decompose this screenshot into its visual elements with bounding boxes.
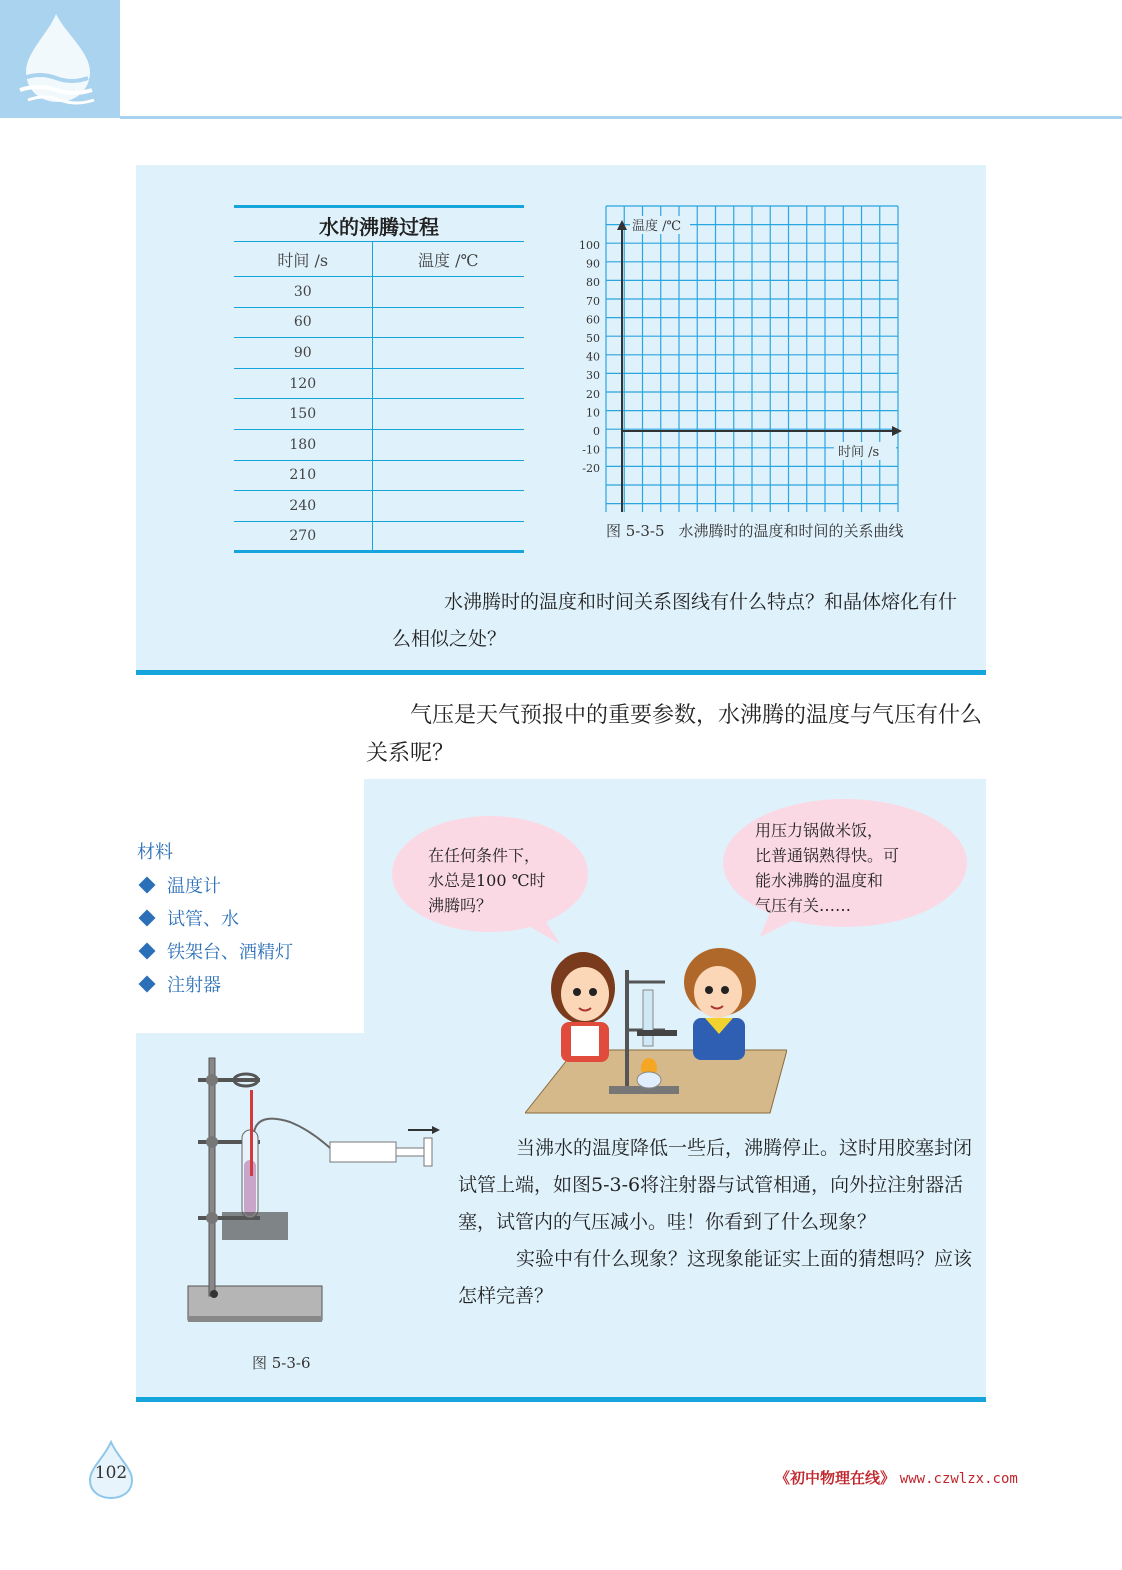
temperature-time-grid <box>576 200 906 520</box>
time-cell: 270 <box>234 521 372 552</box>
time-cell: 210 <box>234 460 372 491</box>
temp-cell[interactable] <box>372 368 524 399</box>
question-paragraph: 水沸腾时的温度和时间关系图线有什么特点？和晶体熔化有什么相似之处？ <box>392 591 958 650</box>
syringe-apparatus-diagram <box>180 1050 460 1340</box>
list-item: 注射器 <box>137 967 293 1000</box>
x-axis-label: 时间 /s <box>838 445 880 460</box>
figure-number: 图 5-3-5 <box>606 522 665 540</box>
y-tick-label: 40 <box>586 350 600 364</box>
site-url[interactable]: www.czwlzx.com <box>899 1471 1018 1487</box>
materials-list <box>137 868 293 1000</box>
y-tick-label: 60 <box>586 313 600 327</box>
y-tick-label: -10 <box>582 443 600 457</box>
y-tick-label: 80 <box>586 276 600 290</box>
y-axis-label: 温度 /℃ <box>632 219 682 234</box>
figure-caption-text: 水沸腾时的温度和时间的关系曲线 <box>678 522 904 540</box>
table-row <box>234 307 524 338</box>
temp-cell[interactable] <box>372 521 524 552</box>
chapter-corner-block <box>0 0 120 118</box>
time-cell: 180 <box>234 429 372 460</box>
diamond-bullet-icon <box>139 876 156 893</box>
table-row <box>234 491 524 522</box>
bubble-left-text: 在任何条件下， 水总是100 ℃时 沸腾吗？ <box>428 846 546 915</box>
temp-cell[interactable] <box>372 277 524 308</box>
y-tick-label: 100 <box>579 239 600 252</box>
data-table <box>234 205 524 553</box>
temp-cell[interactable] <box>372 399 524 430</box>
footer-site <box>775 1467 1018 1488</box>
list-item: 铁架台、酒精灯 <box>137 934 293 967</box>
table-header-time: 时间 /s <box>234 242 372 277</box>
time-cell: 60 <box>234 307 372 338</box>
paragraph: 实验中有什么现象？这现象能证实上面的猜想吗？应该怎样完善？ <box>458 1248 973 1307</box>
x-axis-arrow-icon <box>892 426 902 436</box>
pull-arrow-icon <box>432 1126 440 1134</box>
table-row <box>234 277 524 308</box>
table-row <box>234 338 524 369</box>
table-row <box>234 460 524 491</box>
materials-title: 材料 <box>137 842 173 863</box>
experiment-text <box>458 1130 974 1315</box>
table-header-temp: 温度 /℃ <box>372 242 524 277</box>
temp-cell[interactable] <box>372 460 524 491</box>
diamond-bullet-icon <box>139 975 156 992</box>
figure-label: 图 5-3-6 <box>252 1354 311 1372</box>
intro-paragraph: 气压是天气预报中的重要参数，水沸腾的温度与气压有什么关系呢？ <box>366 703 983 766</box>
table-row <box>234 399 524 430</box>
page-number: 102 <box>94 1463 128 1483</box>
y-tick-labels <box>579 239 600 475</box>
temp-cell[interactable] <box>372 429 524 460</box>
table-row <box>234 429 524 460</box>
y-tick-label: -20 <box>582 462 600 476</box>
time-cell: 150 <box>234 399 372 430</box>
panel-bottom-bar <box>136 670 986 675</box>
y-tick-label: 30 <box>586 369 600 383</box>
site-name: 《初中物理在线》 <box>775 1469 896 1487</box>
y-tick-label: 0 <box>593 425 600 438</box>
table-row <box>234 368 524 399</box>
students-illustration <box>525 930 787 1115</box>
temp-cell[interactable] <box>372 491 524 522</box>
y-tick-label: 50 <box>586 332 600 345</box>
time-cell: 30 <box>234 277 372 308</box>
time-cell: 90 <box>234 338 372 369</box>
paragraph: 当沸水的温度降低一些后，沸腾停止。这时用胶塞封闭试管上端，如图5-3-6将注射器与试管相通，向外拉注射器活塞，试管内的气压减小。哇！你看到了什么现象？ <box>458 1137 973 1233</box>
list-item: 试管、水 <box>137 901 293 934</box>
header-rule <box>120 116 1122 119</box>
temp-cell[interactable] <box>372 338 524 369</box>
list-item: 温度计 <box>137 868 293 901</box>
y-tick-label: 20 <box>586 387 600 401</box>
figure-caption <box>606 521 906 541</box>
diamond-bullet-icon <box>139 942 156 959</box>
y-tick-label: 70 <box>586 294 600 308</box>
y-tick-label: 10 <box>586 406 600 420</box>
table-title: 水的沸腾过程 <box>234 205 524 241</box>
time-cell: 120 <box>234 368 372 399</box>
panel-bottom-bar <box>136 1397 986 1402</box>
table-row <box>234 521 524 552</box>
y-tick-label: 90 <box>586 257 600 271</box>
time-cell: 240 <box>234 491 372 522</box>
diamond-bullet-icon <box>139 909 156 926</box>
grid-lines <box>606 206 898 512</box>
temp-cell[interactable] <box>372 307 524 338</box>
bubble-right-text: 用压力锅做米饭， 比普通锅熟得快。可 能水沸腾的温度和 气压有关…… <box>755 821 900 915</box>
water-drop-icon <box>0 0 120 118</box>
